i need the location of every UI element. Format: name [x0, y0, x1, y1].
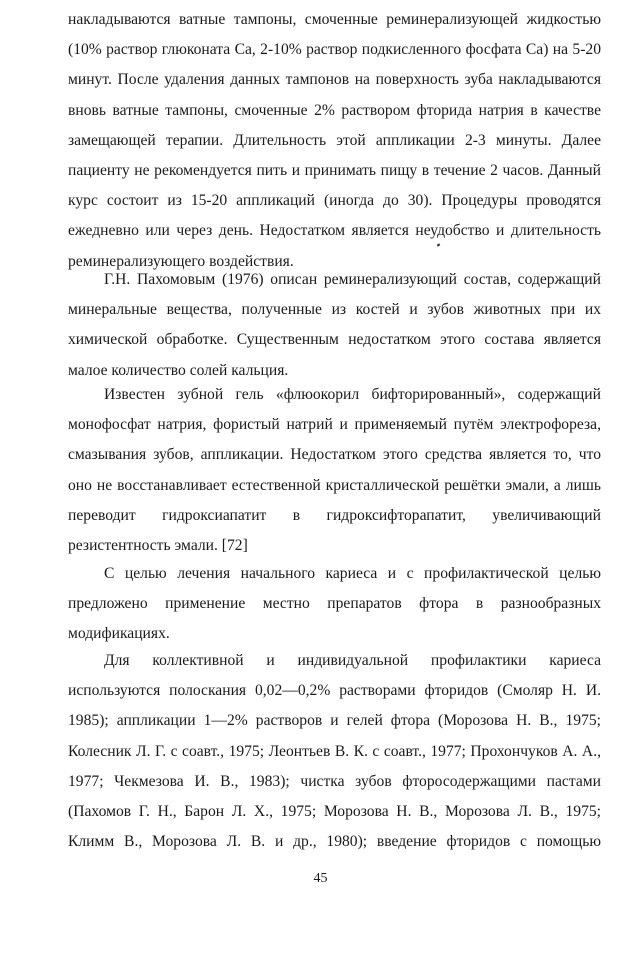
paragraph-remineralization-procedure: накладываются ватные тампоны, смоченные реминерализующей жидкостью (10% раствор глюконата Са, 2-10% раствор подкисленного фосфата Са) на 5-20 минут. После удаления данных тампонов на поверхность зуба накладываются вновь ватные тампоны, смоченные 2% раствором фторида натрия в качестве замещающей терапии. Длительность этой аппликации 2-3 минуты. Далее пациенту не рекомендуется пить и принимать пищу в течение 2 часов. Данный курс состоит из 15-20 аппликаций (иногда до 30). Процедуры проводятся ежедневно или через день. Недостатком является неудобство и длительность реминерализующего воздействия.: [68, 11, 601, 270]
page-number: 45: [313, 871, 328, 886]
paragraph-initial-caries-treatment: С целью лечения начального кариеса и с профилактической целью предложено применение местно препаратов фтора в разнообразных модификациях.: [68, 565, 601, 643]
paragraph-fluocoril-gel: Известен зубной гель «флюокорил бифторированный», содержащий монофосфат натрия, фористый натрий и применяемый путём электрофореза, смазывания зубов, аппликации. Недостатком этого средства является то, что оно не восстанавливает естественной кристаллической решётки эмали, а лишь переводит гидроксиапатит в гидроксифторапатит, увеличивающий резистентность эмали. [72]: [68, 386, 601, 555]
paragraph-caries-prophylaxis: Для коллективной и индивидуальной профилактики кариеса используются полоскания 0,02—0,2% растворами фторидов (Смоляр Н. И. 1985); аппликации 1—2% растворов и гелей фтора (Морозова Н. В., 1975; Колесник Л. Г. с соавт., 1975; Леонтьев В. К. с соавт., 1977; Прохончуков А. А., 1977; Чекмезова И. В., 1983); чистка зубов фторосодержащими пастами (Пахомов Г. Н., Барон Л. Х., 1975; Морозова Н. В., Морозова Л. В., 1975; Климм В., Морозова Л. В. и др., 1980); введение фторидов с помощью: [68, 652, 601, 851]
paragraph-pakhomov-composition: Г.Н. Пахомовым (1976) описан реминерализующий состав, содержащий минеральные вещества, полученные из костей и зубов животных при их химической обработке. Существенным недостатком этого состава является малое количество солей кальция.: [68, 271, 601, 379]
